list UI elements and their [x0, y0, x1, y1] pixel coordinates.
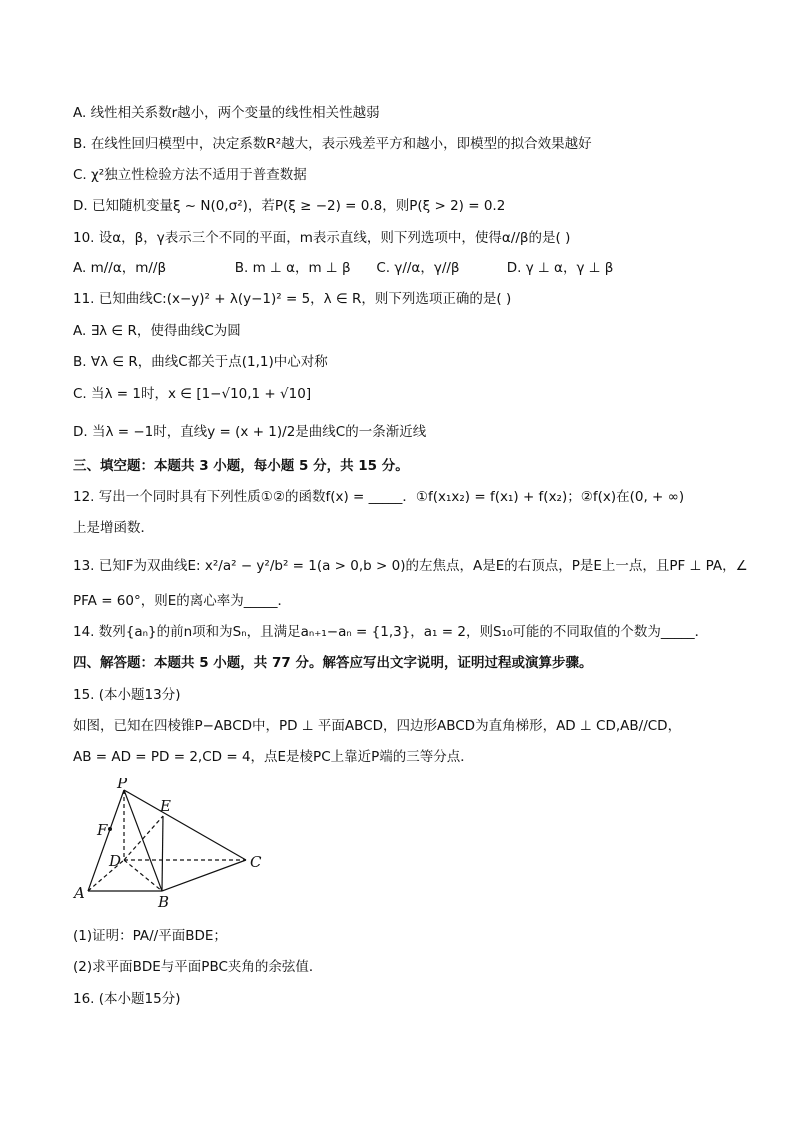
q15-part2: (2)求平面BDE与平面PBC夹角的余弦值． — [73, 959, 323, 975]
q11-option-d: D. 当λ = −1时，直线y = (x + 1)/2是曲线C的一条渐近线 — [73, 424, 427, 440]
label-p: P — [117, 778, 128, 792]
q15-stem-line1: 如图，已知在四棱锥P−ABCD中，PD ⊥ 平面ABCD，四边形ABCD为直角梯形，AD ⊥ CD,AB//CD， — [73, 718, 682, 734]
q11-option-b: B. ∀λ ∈ R，曲线C都关于点(1,1)中心对称 — [73, 354, 328, 370]
q16-header: 16. (本小题15分) — [73, 991, 181, 1007]
q13-line1: 13. 已知F为双曲线E: x²/a² − y²/b² = 1(a > 0,b > 0)的左焦点，A是E的右顶点，P是E上一点，且PF ⊥ PA，∠ — [73, 558, 748, 574]
q12-line1: 12. 写出一个同时具有下列性质①②的函数f(x) = _____．①f(x₁x₂) = f(x₁) + f(x₂)；②f(x)在(0, + ∞) — [73, 489, 685, 505]
section-solution-title: 四、解答题：本题共 5 小题，共 77 分。解答应写出文字说明，证明过程或演算步骤。 — [73, 655, 593, 671]
q9-option-a: A. 线性相关系数r越小，两个变量的线性相关性越弱 — [73, 105, 380, 121]
q15-part1: (1)证明：PA//平面BDE； — [73, 928, 227, 944]
q11-stem: 11. 已知曲线C:(x−y)² + λ(y−1)² = 5，λ ∈ R，则下列选项正确的是( ) — [73, 291, 512, 307]
section-fill-in-title: 三、填空题：本题共 3 小题，每小题 5 分，共 15 分。 — [73, 458, 409, 474]
q9-option-d: D. 已知随机变量ξ ~ N(0,σ²)，若P(ξ ≥ −2) = 0.8，则P(ξ > 2) = 0.2 — [73, 198, 506, 214]
label-c: C — [250, 853, 262, 871]
label-f: F — [97, 821, 108, 839]
q13-line2: PFA = 60°，则E的离心率为_____． — [73, 593, 292, 609]
q10-stem: 10. 设α，β，γ表示三个不同的平面，m表示直线，则下列选项中，使得α//β的是( ) — [73, 230, 571, 246]
label-d: D — [109, 852, 122, 870]
q11-option-c: C. 当λ = 1时，x ∈ [1−√10,1 + √10] — [73, 386, 312, 402]
label-e: E — [160, 797, 171, 815]
point-f — [108, 827, 112, 831]
label-a: A — [74, 884, 85, 902]
label-b: B — [158, 893, 170, 910]
q14: 14. 数列{aₙ}的前n项和为Sₙ，且满足aₙ₊₁−aₙ = {1,3}，a₁ = 2，则S₁₀可能的不同取值的个数为_____． — [73, 624, 709, 640]
q15-stem-line2: AB = AD = PD = 2,CD = 4，点E是棱PC上靠近P端的三等分点． — [73, 749, 474, 765]
q11-option-a: A. ∃λ ∈ R，使得曲线C为圆 — [73, 323, 241, 339]
q15-header: 15. (本小题13分) — [73, 687, 181, 703]
q9-option-b: B. 在线性回归模型中，决定系数R²越大，表示残差平方和越小，即模型的拟合效果越好 — [73, 136, 592, 152]
pyramid-figure — [70, 778, 280, 910]
q12-line2: 上是增函数． — [73, 520, 154, 536]
q9-option-c: C. χ²独立性检验方法不适用于普查数据 — [73, 167, 307, 183]
q10-options: A. m//α，m//β B. m ⊥ α，m ⊥ β C. γ//α，γ//β D. γ ⊥ α，γ ⊥ β — [73, 260, 614, 276]
